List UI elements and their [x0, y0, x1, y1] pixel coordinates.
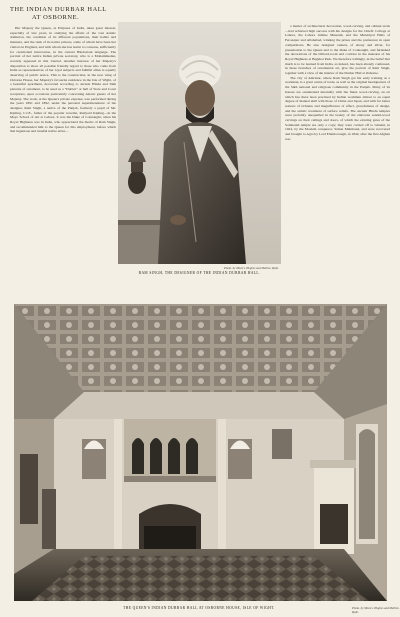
left-text-column: [10, 26, 116, 296]
title-line-2: AT OSBORNE.: [32, 14, 80, 21]
right-text-column: [285, 24, 390, 294]
portrait-photo-credit: Photo. by Messrs. Hughes and Mullins, Ryde.: [224, 266, 279, 270]
right-paragraph-2: The city of Amritsar, where Ram Singh got his early training as a workman, is a great centre of trade, as well as the original headquarters of the Sikh national and religious community in the Punjab. Many of its houses are ornamented internally with the finest wood-carving, an art which has there been practised by Indian workmen almost to an equal degree of manual skill with those of China and Japan, and with far better notions of richness and magnificence of effect, gracefulness of design, and the artistic treatment of surface reliefs. The ancient Hindu temples were probably unequalled in the beauty of the elaborate sandal-wood carvings on their ceilings and doors, of which the existing gates of the Somnauth temple are only a copy; they were carried off to Ghuzni, in 1024, by the Moslem conqueror, Sultan Mahmoud, and were recovered and brought to Agra by Lord Ellenborough, in 1842, after the first Afghan war.: [285, 75, 390, 141]
portrait-photo: [118, 22, 281, 264]
hall-interior-illustration: [14, 304, 387, 601]
right-paragraph-1: a master of architectural decoration, wood-carving, and cabinet-work—had achieved high success with his designs for the Chiefs' College at Lahore, the Lahore Jubilee Museum, and the Municipal Halls of Ferozepur and Allahabad, winning the prizes and the preference in open competitions. He also designed caskets, of ebony and silver, for presentation to the Queen and to the Duke of Connaught, and furnished the decorations of the billiard-room and corridor in the mansion of his Royal Highness at Bagshot Park. We therefore willingly, in the belief that much is to be learned from India, as indeed, has been already confessed, in these branches of ornamental art, give the portrait of Ram Singh, together with a view of the interior of the Durbar Hall at Osborne.: [285, 24, 390, 76]
portrait-caption: RAM SINGH, THE DESIGNER OF THE INDIAN DURBAR HALL.: [138, 271, 261, 275]
left-paragraph: Her Majesty the Queen, as Empress of India, takes great interest, especially of late years, in studying the affairs of the vast Asiatic dominion, the condition of its different populations, their habits and manners, and the rank of its native princes, some of whom have been her visitors in England, and with whom she has learnt to converse, sufficiently for ceremonial intercourse, in the current Hindostani language. The portrait of her native Indian private secretary, who is a Mohammedan, recently appeared in this Journal. Another instance of her Majesty's disposition to show all possible friendly regard to those who come from India as representatives of her loyal subjects and faithful allies is equally deserving of public notice. This is the construction, in the new wing of Osborne House, her Majesty's favourite residence in the Isle of Wight, of a beautiful apartment, decorated according to ancient Hindu and Sikh patterns of ornament, to be used as a "Durbar" or hall of State and Court receptions, upon occasions particularly concerning Asiatic guests of her Majesty. The work, at the Queen's private expense, was performed during the years 1891 and 1892, under the personal superintendence of the designer, Ram Singh, a native of the Punjab, formerly a pupil of Mr. Kipling, C.I.E., father of the popular novelist, Rudyard Kipling—in the Mayo School of Art at Lahore. It was the Duke of Connaught, when his Royal Highness was in India, who appreciated the merits of Ram Singh, and recommended him to the Queen for this employment, before which that ingenious and tasteful native artist—: [10, 26, 116, 134]
hall-caption: THE QUEEN'S INDIAN DURBAR HALL AT OSBORNE HOUSE, ISLE OF WIGHT.: [123, 606, 275, 610]
durbar-hall-photo: [14, 304, 387, 601]
ram-singh-portrait: [118, 22, 281, 264]
article-title: [10, 6, 118, 22]
hall-photo-credit: Photo. by Messrs. Hughes and Mullins, Ryde.: [352, 606, 400, 614]
title-line-1: THE INDIAN DURBAR HALL: [10, 6, 107, 13]
